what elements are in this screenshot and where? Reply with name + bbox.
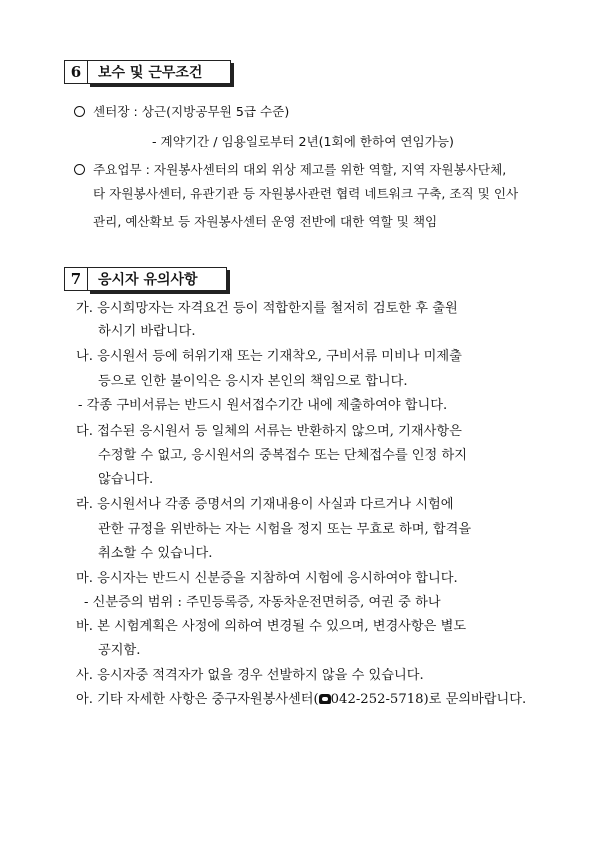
- duties-text-1: 주요업무 : 자원봉사센터의 대외 위상 제고를 위한 역할, 지역 자원봉사단체,: [93, 162, 507, 177]
- contact-suffix: )로 문의바랍니다.: [423, 692, 527, 707]
- director-text: 센터장 : 상근(지방공무원 5급 수준): [93, 104, 290, 119]
- director-line: [74, 102, 289, 122]
- notice-line: 공지함.: [98, 643, 141, 658]
- notice-line: 등으로 인한 불이익은 응시자 본인의 책임으로 합니다.: [98, 374, 408, 389]
- section-7-number: 7: [64, 267, 87, 291]
- contact-prefix: 아. 기타 자세한 사항은 중구자원봉사센터(: [76, 692, 319, 707]
- section-6-number: 6: [64, 60, 87, 84]
- bullet-circle-icon: [74, 164, 85, 175]
- notice-line: 다. 접수된 응시원서 등 일체의 서류는 반환하지 않으며, 기재사항은: [76, 424, 462, 439]
- notice-line: - 각종 구비서류는 반드시 원서접수기간 내에 제출하여야 합니다.: [78, 398, 448, 413]
- section-6-heading: [64, 60, 231, 84]
- duties-line-2: 타 자원봉사센터, 유관기관 등 자원봉사관련 협력 네트워크 구축, 조직 및 인사: [93, 186, 519, 201]
- notice-line: 라. 응시원서나 각종 증명서의 기재내용이 사실과 다르거나 시험에: [76, 497, 454, 512]
- notice-line: 바. 본 시험계획은 사정에 의하여 변경될 수 있으며, 변경사항은 별도: [76, 619, 467, 634]
- notice-line: 관한 규정을 위반하는 자는 시험을 정지 또는 무효로 하며, 합격을: [98, 522, 472, 537]
- contact-phone: 042-252-5718: [330, 692, 424, 707]
- section-7-heading: [64, 267, 227, 291]
- notice-line: 취소할 수 있습니다.: [98, 546, 213, 561]
- notice-line: 사. 응시자중 적격자가 없을 경우 선발하지 않을 수 있습니다.: [76, 668, 424, 683]
- notice-line: 않습니다.: [98, 472, 154, 487]
- duties-line-3: 관리, 예산확보 등 자원봉사센터 운영 전반에 대한 역할 및 책임: [93, 214, 438, 229]
- notice-line: 나. 응시원서 등에 허위기재 또는 기재착오, 구비서류 미비나 미제출: [76, 349, 462, 364]
- section-6-title: 보수 및 근무조건: [87, 60, 231, 84]
- contract-line: - 계약기간 / 임용일로부터 2년(1회에 한하여 연임가능): [152, 134, 454, 149]
- notice-line: 하시기 바랍니다.: [98, 324, 196, 339]
- notice-line: 가. 응시희망자는 자격요건 등이 적합한지를 철저히 검토한 후 출원: [76, 301, 458, 316]
- telephone-icon: [319, 694, 331, 704]
- contact-line: [76, 690, 526, 710]
- notice-line: 마. 응시자는 반드시 신분증을 지참하여 시험에 응시하여야 합니다.: [76, 571, 458, 586]
- section-7-title: 응시자 유의사항: [87, 267, 227, 291]
- duties-line-1: [74, 160, 506, 180]
- notice-line: - 신분증의 범위 : 주민등록증, 자동차운전면허증, 여권 중 하나: [84, 595, 441, 610]
- notice-line: 수정할 수 없고, 응시원서의 중복접수 또는 단체접수를 인정 하지: [98, 448, 467, 463]
- bullet-circle-icon: [74, 106, 85, 117]
